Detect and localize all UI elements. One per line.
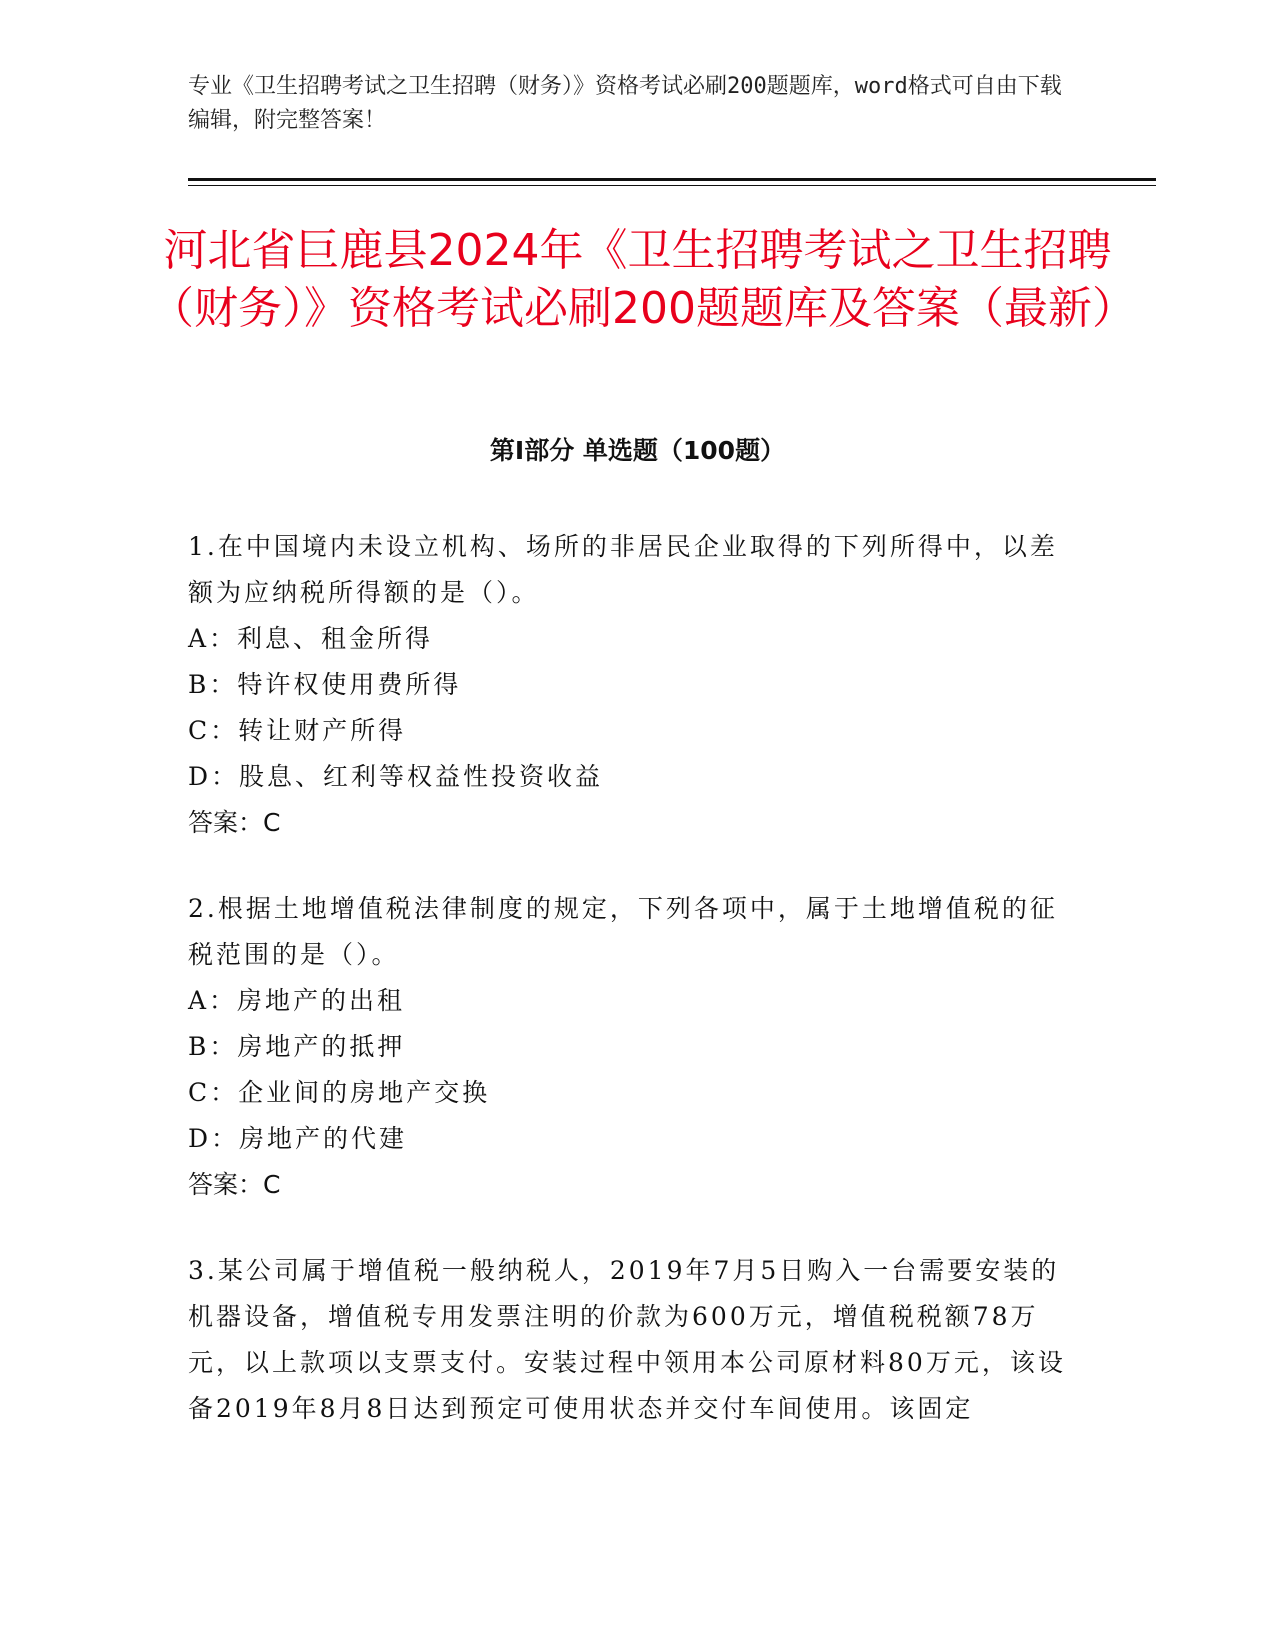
question-stem: 2.根据土地增值税法律制度的规定，下列各项中，属于土地增值税的征税范围的是（）。 xyxy=(188,894,1058,969)
section-title: 第Ⅰ部分 单选题（100题） xyxy=(489,436,786,465)
option-c: C：企业间的房地产交换 xyxy=(188,1078,491,1107)
question-1 xyxy=(188,524,1068,846)
option-d: D：房地产的代建 xyxy=(188,1124,408,1153)
header-divider-thick xyxy=(188,178,1156,181)
question-stem: 3.某公司属于增值税一般纳税人，2019年7月5日购入一台需要安装的机器设备，增值税专用发票注明的价款为600万元，增值税税额78万元，以上款项以支票支付。安装过程中领用本公司原材料80万元，该设备2019年8月8日达到预定可使用状态并交付车间使用。该固定 xyxy=(188,1256,1066,1423)
header-note: 专业《卫生招聘考试之卫生招聘（财务）》资格考试必刷200题题库，word格式可自由下载编辑，附完整答案！ xyxy=(188,74,1062,133)
document-title: 河北省巨鹿县2024年《卫生招聘考试之卫生招聘（财务）》资格考试必刷200题题库及答案（最新） xyxy=(150,225,1136,334)
option-a: A：利息、租金所得 xyxy=(188,624,434,653)
question-3 xyxy=(188,1248,1068,1432)
option-d: D：股息、红利等权益性投资收益 xyxy=(188,762,604,791)
option-b: B：特许权使用费所得 xyxy=(188,670,462,699)
header-divider-thin xyxy=(188,185,1156,186)
question-2 xyxy=(188,886,1068,1208)
option-a: A：房地产的出租 xyxy=(188,986,406,1015)
answer: 答案：C xyxy=(188,808,281,837)
option-b: B：房地产的抵押 xyxy=(188,1032,406,1061)
question-stem: 1.在中国境内未设立机构、场所的非居民企业取得的下列所得中，以差额为应纳税所得额的是（）。 xyxy=(188,532,1058,607)
answer: 答案：C xyxy=(188,1170,281,1199)
option-c: C：转让财产所得 xyxy=(188,716,407,745)
